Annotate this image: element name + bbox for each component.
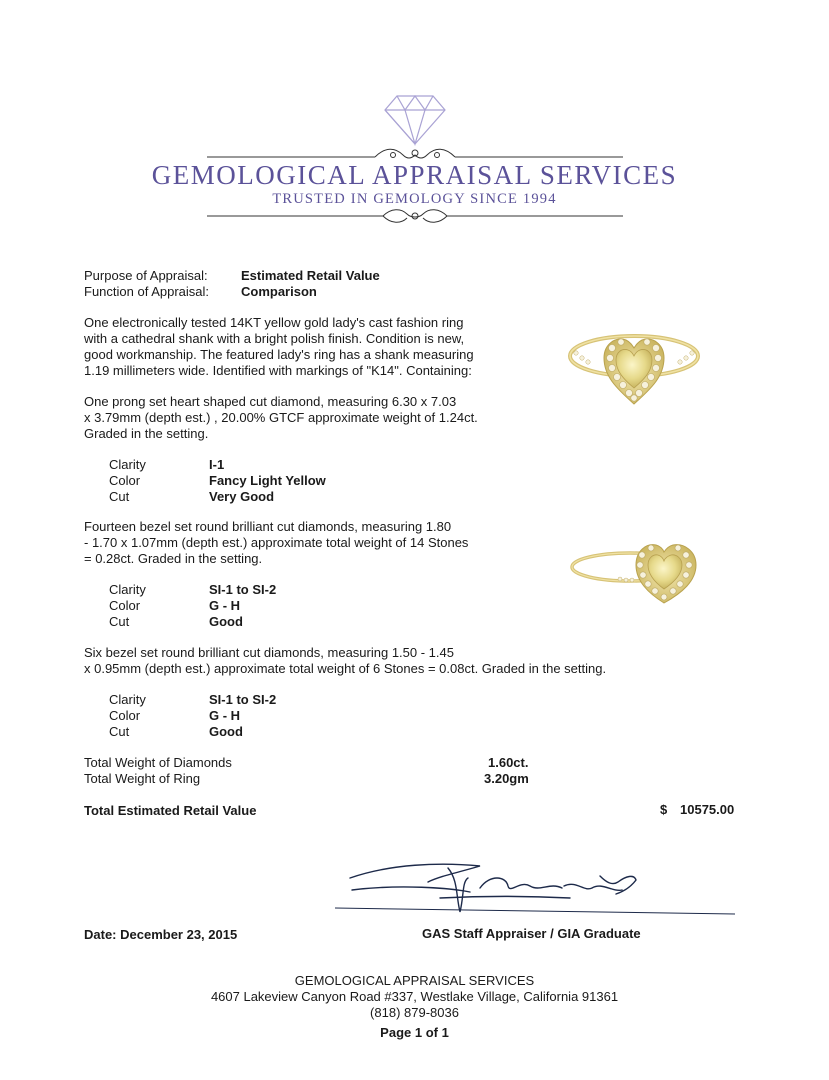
grade-label-color: Color: [109, 598, 141, 613]
grade-label-color: Color: [109, 473, 141, 488]
grade-value-color: Fancy Light Yellow: [209, 473, 326, 488]
grade-value-cut: Good: [209, 724, 243, 739]
grade-value-color: G - H: [209, 598, 241, 613]
grade-label-cut: Cut: [109, 489, 130, 504]
retail-currency: $: [660, 802, 668, 817]
stone-description-line: x 3.79mm (depth est.) , 20.00% GTCF approximate weight of 1.24ct.: [84, 410, 478, 425]
ring-top-view-photo: [566, 318, 702, 408]
stone-description-line: - 1.70 x 1.07mm (depth est.) approximate total weight of 14 Stones: [84, 535, 469, 550]
description-line: One electronically tested 14KT yellow gold lady's cast fashion ring: [84, 315, 464, 330]
stone-description-line: One prong set heart shaped cut diamond, measuring 6.30 x 7.03: [84, 394, 457, 409]
grade-value-clarity: SI-1 to SI-2: [209, 582, 277, 597]
grade-label-cut: Cut: [109, 614, 130, 629]
function-label: Function of Appraisal:: [84, 284, 210, 299]
purpose-label: Purpose of Appraisal:: [84, 268, 208, 283]
footer-phone: (818) 879-8036: [370, 1005, 459, 1020]
grade-value-clarity: I-1: [209, 457, 225, 472]
logo-title: GEMOLOGICAL APPRAISAL SERVICES: [151, 160, 678, 190]
purpose-value: Estimated Retail Value: [241, 268, 380, 283]
grade-value-color: G - H: [209, 708, 241, 723]
stone-description-line: Fourteen bezel set round brilliant cut diamonds, measuring 1.80: [84, 519, 452, 534]
grade-value-cut: Good: [209, 614, 243, 629]
retail-value: 10575.00: [680, 802, 735, 817]
grade-value-cut: Very Good: [209, 489, 275, 504]
description-line: good workmanship. The featured lady's ring has a shank measuring: [84, 347, 474, 362]
appraiser-signature: [330, 852, 740, 922]
grade-label-clarity: Clarity: [109, 692, 146, 707]
function-value: Comparison: [241, 284, 317, 299]
page-number: Page 1 of 1: [380, 1025, 449, 1040]
stone-description-line: = 0.28ct. Graded in the setting.: [84, 551, 263, 566]
total-ring-value: 3.20gm: [484, 771, 529, 786]
appraisal-date: Date: December 23, 2015: [84, 927, 238, 942]
description-line: with a cathedral shank with a bright polish finish. Condition is new,: [84, 331, 465, 346]
stone-description-line: Six bezel set round brilliant cut diamonds, measuring 1.50 - 1.45: [84, 645, 454, 660]
logo-subtitle: TRUSTED IN GEMOLOGY SINCE 1994: [272, 191, 557, 207]
logo-bottom-ornament: [207, 206, 623, 226]
footer-company: GEMOLOGICAL APPRAISAL SERVICES: [294, 973, 535, 988]
total-diamonds-label: Total Weight of Diamonds: [84, 755, 232, 770]
footer-address: 4607 Lakeview Canyon Road #337, Westlake Village, California 91361: [210, 989, 619, 1004]
grade-label-color: Color: [109, 708, 141, 723]
grade-label-clarity: Clarity: [109, 582, 146, 597]
ring-side-view-photo: [568, 525, 702, 607]
total-diamonds-value: 1.60ct.: [488, 755, 529, 770]
grade-value-clarity: SI-1 to SI-2: [209, 692, 277, 707]
appraiser-title: GAS Staff Appraiser / GIA Graduate: [422, 926, 641, 941]
grade-label-cut: Cut: [109, 724, 130, 739]
stone-description-line: Graded in the setting.: [84, 426, 209, 441]
stone-description-line: x 0.95mm (depth est.) approximate total weight of 6 Stones = 0.08ct. Graded in the setting.: [84, 661, 607, 676]
total-ring-label: Total Weight of Ring: [84, 771, 201, 786]
diamond-icon: [383, 94, 447, 146]
retail-value-label: Total Estimated Retail Value: [84, 803, 257, 818]
description-line: 1.19 millimeters wide. Identified with markings of "K14". Containing:: [84, 363, 472, 378]
grade-label-clarity: Clarity: [109, 457, 146, 472]
